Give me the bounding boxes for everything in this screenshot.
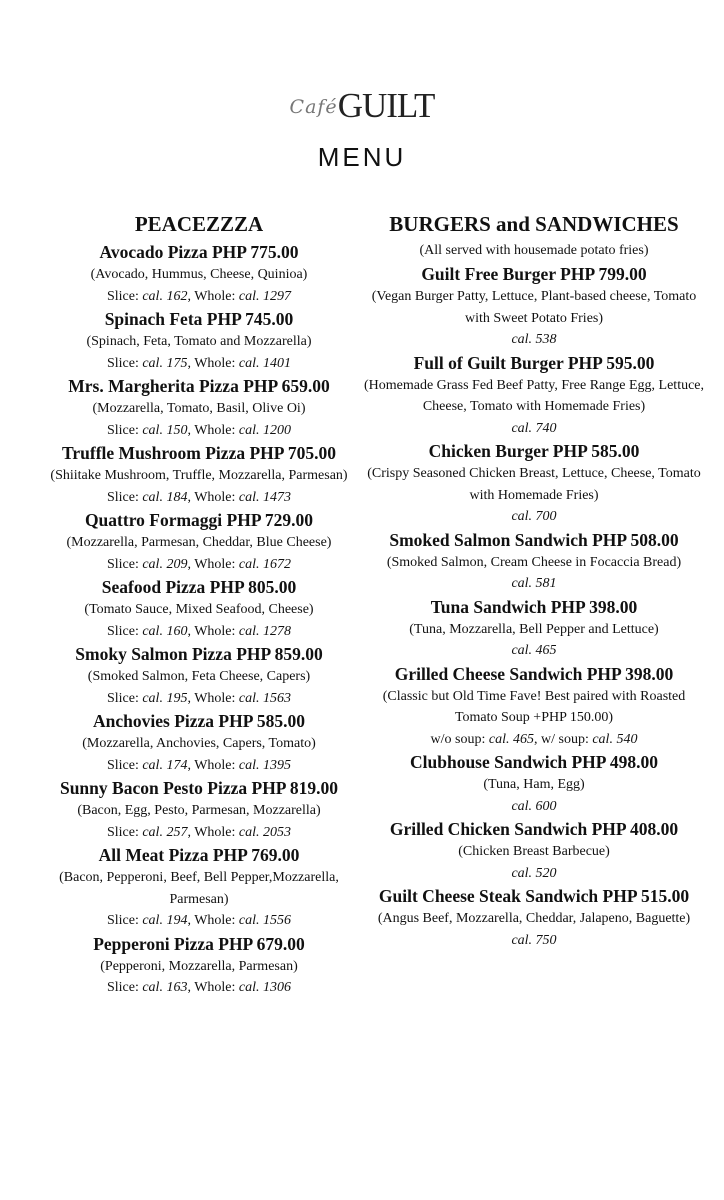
- whole-calories: cal. 1297: [238, 288, 292, 304]
- without-soup-calories: cal. 465: [488, 731, 534, 747]
- menu-item: [36, 508, 362, 575]
- whole-calories: cal. 1563: [238, 690, 292, 706]
- pizza-column: [36, 212, 362, 999]
- burgers-column: [362, 212, 706, 951]
- calories-value: cal. 740: [511, 420, 557, 436]
- whole-calories: cal. 1556: [238, 913, 292, 928]
- whole-label: , Whole:: [187, 422, 239, 438]
- slice-calories: cal. 160: [142, 623, 188, 639]
- item-name: Anchovies Pizza PHP 585.00: [93, 711, 305, 731]
- item-description: (Bacon, Pepperoni, Beef, Bell Pepper,Mozzarella, Parmesan): [59, 870, 339, 907]
- item-calories: [36, 353, 362, 375]
- slice-label: Slice:: [106, 623, 143, 639]
- calories-value: cal. 600: [511, 798, 557, 814]
- cafe-guilt-logo: [0, 86, 724, 126]
- item-name: Chicken Burger PHP 585.00: [428, 441, 640, 461]
- whole-label: , Whole:: [187, 913, 239, 928]
- slice-label: Slice:: [106, 288, 143, 304]
- slice-calories: cal. 209: [142, 556, 188, 572]
- whole-calories: cal. 1672: [238, 556, 292, 572]
- slice-label: Slice:: [106, 690, 143, 706]
- whole-calories: cal. 1200: [238, 422, 292, 438]
- item-calories: [362, 573, 706, 595]
- item-name: Pepperoni Pizza PHP 679.00: [93, 933, 305, 954]
- item-name: Seafood Pizza PHP 805.00: [101, 577, 297, 597]
- item-description: (Avocado, Hummus, Cheese, Quinioa): [90, 267, 308, 282]
- item-name: Spinach Feta PHP 745.00: [104, 309, 294, 329]
- item-description: (Mozzarella, Tomato, Basil, Olive Oi): [92, 401, 306, 416]
- item-name: Avocado Pizza PHP 775.00: [99, 242, 299, 262]
- item-description: (Homemade Grass Fed Beef Patty, Free Range Egg, Lettuce, Cheese, Tomato with Homemade Fries): [363, 377, 705, 414]
- item-calories: [362, 418, 706, 440]
- calories-value: cal. 750: [511, 932, 557, 948]
- whole-calories: cal. 1395: [238, 757, 292, 773]
- item-calories: [362, 506, 706, 528]
- item-description: (Shiitake Mushroom, Truffle, Mozzarella, Parmesan): [50, 468, 348, 483]
- item-description: (Mozzarella, Parmesan, Cheddar, Blue Cheese): [66, 535, 332, 550]
- slice-label: Slice:: [106, 980, 143, 995]
- slice-calories: cal. 175: [142, 355, 188, 371]
- whole-label: , Whole:: [187, 556, 239, 572]
- whole-calories: cal. 1278: [238, 623, 292, 639]
- item-calories: [36, 755, 362, 777]
- calories-value: cal. 520: [511, 865, 557, 881]
- menu-title: MENU: [317, 142, 407, 172]
- item-name: Clubhouse Sandwich PHP 498.00: [410, 752, 658, 772]
- item-name: Smoked Salmon Sandwich PHP 508.00: [389, 529, 679, 550]
- slice-calories: cal. 162: [142, 288, 188, 304]
- calories-value: cal. 538: [511, 332, 557, 347]
- menu-item: [36, 307, 362, 374]
- pizza-list: [36, 240, 362, 999]
- menu-item: [36, 776, 362, 843]
- slice-calories: cal. 163: [142, 980, 188, 995]
- item-calories: [362, 796, 706, 818]
- menu-item: [36, 709, 362, 776]
- item-description: (Chicken Breast Barbecue): [458, 844, 610, 859]
- menu-item: [362, 750, 706, 817]
- item-description: (Mozzarella, Anchovies, Capers, Tomato): [82, 736, 316, 751]
- calories-value: cal. 700: [511, 509, 557, 524]
- with-soup-calories: cal. 540: [592, 731, 638, 747]
- item-calories: [36, 487, 362, 509]
- whole-label: , Whole:: [187, 757, 239, 773]
- item-name: Guilt Cheese Steak Sandwich PHP 515.00: [378, 886, 690, 906]
- menu-item: [362, 439, 706, 528]
- item-calories: [36, 977, 362, 999]
- slice-calories: cal. 257: [142, 824, 188, 840]
- slice-label: Slice:: [106, 913, 143, 928]
- item-description: (Smoked Salmon, Cream Cheese in Focaccia Bread): [386, 554, 682, 570]
- item-name: Full of Guilt Burger PHP 595.00: [413, 352, 655, 373]
- item-name: Mrs. Margherita Pizza PHP 659.00: [68, 376, 330, 396]
- item-calories: [36, 420, 362, 442]
- item-name: All Meat Pizza PHP 769.00: [98, 845, 300, 865]
- whole-label: , Whole:: [187, 980, 239, 995]
- whole-label: , Whole:: [187, 288, 239, 304]
- item-calories: [362, 640, 706, 662]
- item-name: Truffle Mushroom Pizza PHP 705.00: [62, 443, 336, 463]
- menu-item: [362, 595, 706, 662]
- slice-calories: cal. 150: [142, 422, 188, 438]
- item-calories: [36, 910, 362, 932]
- item-description: (Crispy Seasoned Chicken Breast, Lettuce, Cheese, Tomato with Homemade Fries): [367, 466, 701, 503]
- whole-calories: cal. 2053: [238, 824, 292, 840]
- item-name: Quattro Formaggi PHP 729.00: [84, 510, 314, 530]
- menu-item: [36, 843, 362, 932]
- burgers-subtitle: (All served with housemade potato fries): [419, 243, 649, 258]
- calories-value: cal. 581: [511, 576, 557, 591]
- whole-label: , Whole:: [187, 623, 239, 639]
- burgers-list: [362, 262, 706, 951]
- item-calories: [36, 688, 362, 710]
- item-description: (Tuna, Mozzarella, Bell Pepper and Lettuce): [409, 621, 659, 637]
- item-calories: [362, 329, 706, 351]
- menu-item: [362, 351, 706, 440]
- whole-label: , Whole:: [187, 355, 239, 371]
- item-calories: [362, 930, 706, 952]
- menu-item: [36, 932, 362, 999]
- slice-label: Slice:: [106, 422, 143, 438]
- slice-calories: cal. 194: [142, 913, 188, 928]
- logo-word: GUILT: [337, 86, 435, 125]
- whole-label: , Whole:: [187, 690, 239, 706]
- item-description: (Tomato Sauce, Mixed Seafood, Cheese): [84, 602, 314, 617]
- menu-item: [36, 240, 362, 307]
- menu-item: [36, 441, 362, 508]
- pizza-section-title: PEACEZZZA: [134, 212, 264, 236]
- menu-item: [36, 575, 362, 642]
- slice-calories: cal. 195: [142, 690, 188, 706]
- item-description: (Angus Beef, Mozzarella, Cheddar, Jalapeno, Baguette): [377, 911, 691, 926]
- item-name: Tuna Sandwich PHP 398.00: [430, 596, 638, 617]
- item-description: (Bacon, Egg, Pesto, Parmesan, Mozzarella): [77, 803, 321, 818]
- whole-label: , Whole:: [187, 824, 239, 840]
- whole-label: , Whole:: [187, 489, 239, 505]
- item-calories: [36, 822, 362, 844]
- with-soup-label: , w/ soup:: [534, 731, 593, 747]
- item-name: Grilled Cheese Sandwich PHP 398.00: [394, 663, 674, 684]
- menu-item: [362, 884, 706, 951]
- without-soup-label: w/o soup:: [430, 731, 489, 747]
- item-description: (Smoked Salmon, Feta Cheese, Capers): [87, 669, 311, 684]
- item-description: (Vegan Burger Patty, Lettuce, Plant-based cheese, Tomato with Sweet Potato Fries): [371, 289, 697, 326]
- item-description: (Tuna, Ham, Egg): [483, 777, 585, 792]
- slice-calories: cal. 174: [142, 757, 188, 773]
- slice-label: Slice:: [106, 489, 143, 505]
- item-description: (Classic but Old Time Fave! Best paired with Roasted Tomato Soup +PHP 150.00): [382, 688, 686, 725]
- item-calories: [36, 621, 362, 643]
- burgers-section-title: BURGERS and SANDWICHES: [389, 212, 679, 236]
- item-description: (Pepperoni, Mozzarella, Parmesan): [100, 958, 298, 974]
- whole-calories: cal. 1401: [238, 355, 292, 371]
- menu-item: [362, 662, 706, 751]
- logo-script: Café: [289, 96, 338, 118]
- slice-calories: cal. 184: [142, 489, 188, 505]
- item-description: (Spinach, Feta, Tomato and Mozzarella): [86, 334, 312, 349]
- menu-item: [36, 642, 362, 709]
- slice-label: Slice:: [106, 824, 143, 840]
- menu-item: [362, 817, 706, 884]
- item-calories: [36, 286, 362, 308]
- item-calories: [362, 729, 706, 751]
- calories-value: cal. 465: [511, 643, 557, 658]
- slice-label: Slice:: [106, 355, 143, 371]
- menu-item: [362, 262, 706, 351]
- item-name: Grilled Chicken Sandwich PHP 408.00: [389, 819, 679, 839]
- menu-item: [362, 528, 706, 595]
- menu-item: [36, 374, 362, 441]
- whole-calories: cal. 1306: [238, 980, 292, 995]
- slice-label: Slice:: [106, 757, 143, 773]
- whole-calories: cal. 1473: [238, 489, 292, 505]
- item-name: Sunny Bacon Pesto Pizza PHP 819.00: [59, 778, 339, 798]
- item-calories: [362, 863, 706, 885]
- item-calories: [36, 554, 362, 576]
- item-name: Guilt Free Burger PHP 799.00: [421, 264, 647, 284]
- item-name: Smoky Salmon Pizza PHP 859.00: [75, 644, 323, 664]
- slice-label: Slice:: [106, 556, 143, 572]
